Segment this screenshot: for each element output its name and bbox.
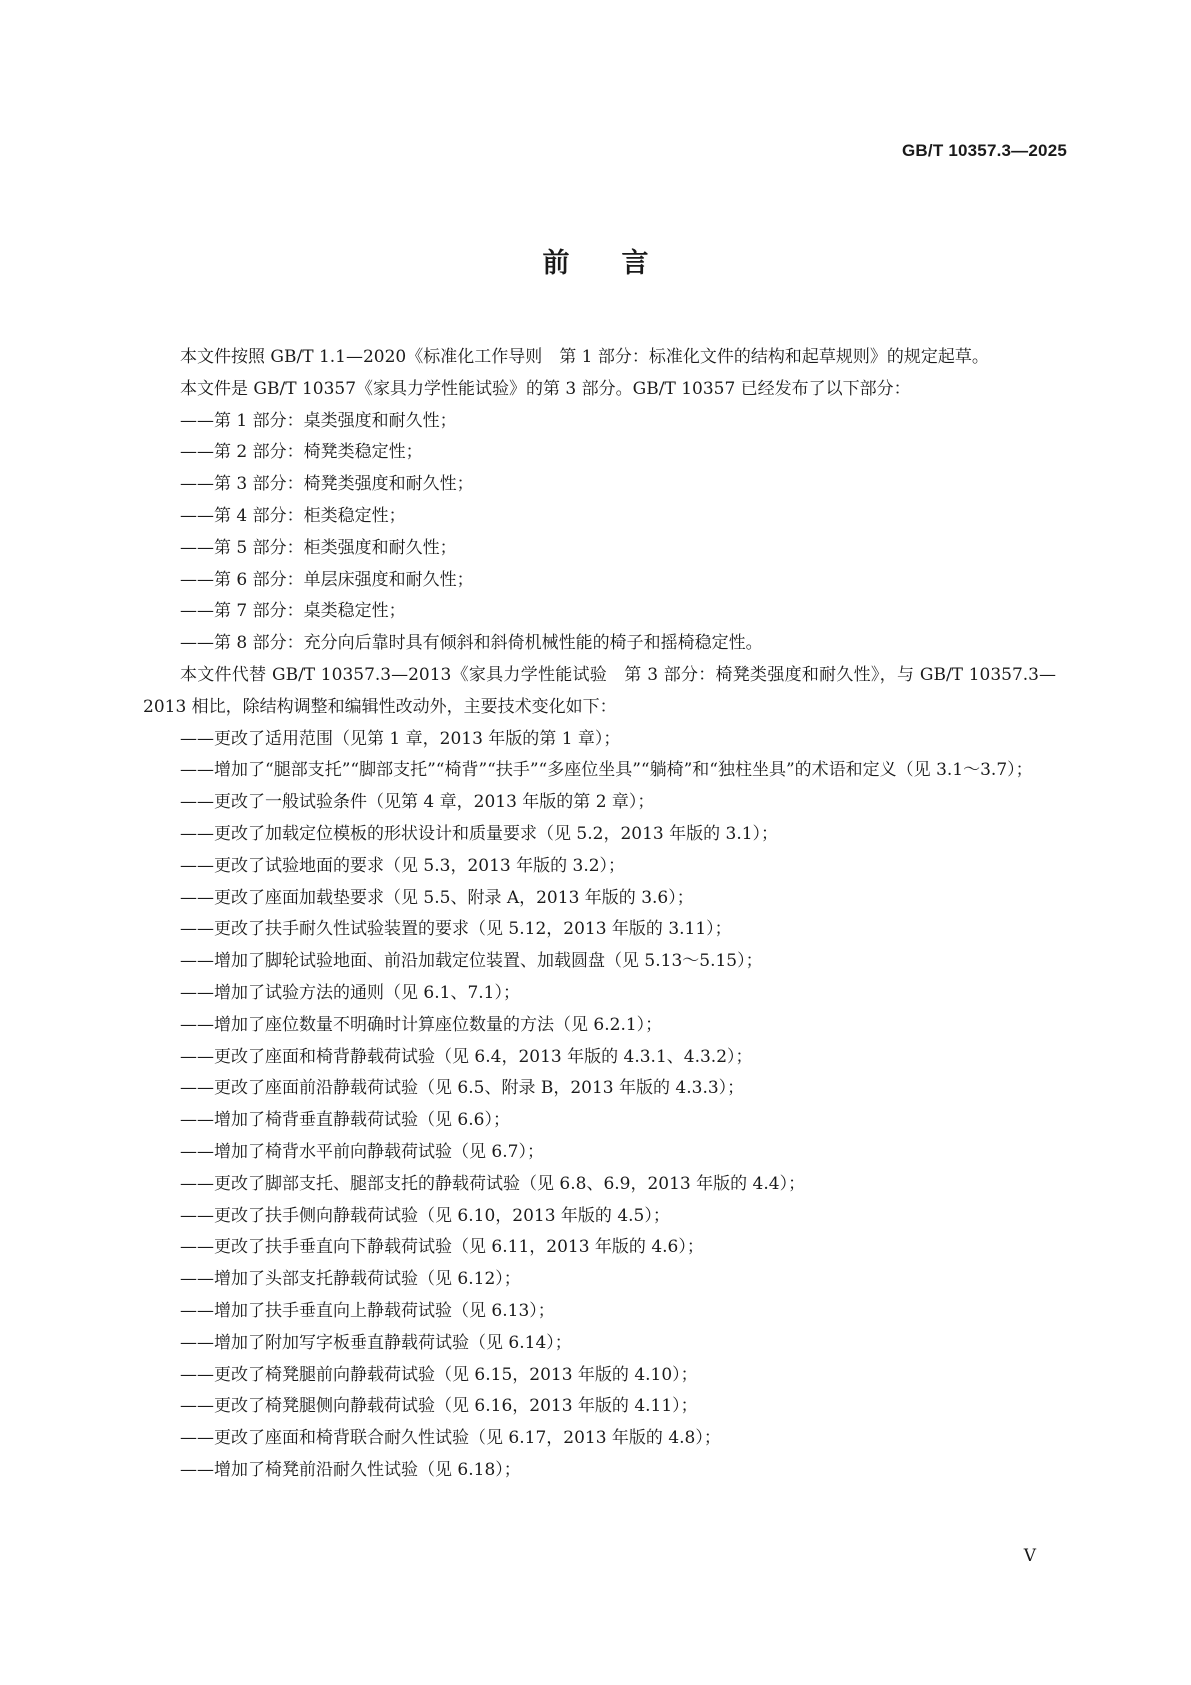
list-item: ——更改了座面加载垫要求（见 5.5、附录 A，2013 年版的 3.6）；: [180, 887, 694, 908]
list-item: ——更改了脚部支托、腿部支托的静载荷试验（见 6.8、6.9，2013 年版的 4.4）；: [180, 1173, 806, 1194]
list-item: ——更改了扶手侧向静载荷试验（见 6.10，2013 年版的 4.5）；: [180, 1205, 670, 1226]
paragraph-series-intro: 本文件是 GB/T 10357《家具力学性能试验》的第 3 部分。GB/T 10357 已经发布了以下部分：: [180, 378, 911, 399]
list-item: ——增加了椅背垂直静载荷试验（见 6.6）；: [180, 1110, 510, 1131]
list-item: ——增加了“腿部支托”“脚部支托”“椅背”“扶手”“多座位坐具”“躺椅”和“独柱坐具”的术语和定义（见 3.1～3.7）；: [180, 760, 1033, 781]
list-item: ——增加了座位数量不明确时计算座位数量的方法（见 6.2.1）；: [180, 1014, 663, 1035]
list-item: ——第 5 部分：柜类强度和耐久性；: [180, 537, 457, 558]
list-item: ——第 4 部分：柜类稳定性；: [180, 505, 406, 526]
list-item: ——更改了适用范围（见第 1 章，2013 年版的第 1 章）；: [180, 728, 621, 749]
list-item: ——更改了试验地面的要求（见 5.3，2013 年版的 3.2）；: [180, 855, 626, 876]
list-item: ——更改了座面和椅背联合耐久性试验（见 6.17，2013 年版的 4.8）；: [180, 1428, 721, 1449]
parts-list: [143, 406, 1056, 660]
list-item: ——第 3 部分：椅凳类强度和耐久性；: [180, 474, 474, 495]
list-item: ——第 2 部分：椅凳类稳定性；: [180, 442, 423, 463]
list-item: ——增加了附加写字板垂直静载荷试验（见 6.14）；: [180, 1332, 572, 1353]
list-item: ——第 6 部分：单层床强度和耐久性；: [180, 569, 474, 590]
list-item: ——第 8 部分：充分向后靠时具有倾斜和斜倚机械性能的椅子和摇椅稳定性。: [180, 633, 763, 654]
list-item: ——增加了椅背水平前向静载荷试验（见 6.7）；: [180, 1141, 544, 1162]
list-item: ——增加了头部支托静载荷试验（见 6.12）；: [180, 1269, 521, 1290]
page-title: 前言: [542, 248, 701, 279]
list-item: ——增加了试验方法的通则（见 6.1、7.1）；: [180, 982, 520, 1003]
list-item: ——第 1 部分：桌类强度和耐久性；: [180, 410, 457, 431]
list-item: ——增加了椅凳前沿耐久性试验（见 6.18）；: [180, 1459, 521, 1480]
list-item: ——增加了脚轮试验地面、前沿加载定位装置、加载圆盘（见 5.13～5.15）；: [180, 951, 763, 972]
standard-code: GB/T 10357.3—2025: [902, 141, 1067, 160]
list-item: ——更改了加载定位模板的形状设计和质量要求（见 5.2，2013 年版的 3.1）；: [180, 823, 779, 844]
list-item: ——更改了扶手耐久性试验装置的要求（见 5.12，2013 年版的 3.11）；: [180, 919, 732, 940]
list-item: ——增加了扶手垂直向上静载荷试验（见 6.13）；: [180, 1300, 555, 1321]
foreword-body: [143, 342, 1056, 1487]
page-number: V: [1023, 1546, 1036, 1566]
paragraph-replacement: 本文件代替 GB/T 10357.3—2013《家具力学性能试验 第 3 部分：椅凳类强度和耐久性》，与 GB/T 10357.3—2013 相比，除结构调整和编辑性改动外，主要技术变化如下：: [143, 664, 1056, 717]
list-item: ——更改了座面和椅背静载荷试验（见 6.4，2013 年版的 4.3.1、4.3.2）；: [180, 1046, 753, 1067]
list-item: ——更改了扶手垂直向下静载荷试验（见 6.11，2013 年版的 4.6）；: [180, 1237, 704, 1258]
list-item: ——第 7 部分：桌类稳定性；: [180, 601, 406, 622]
list-item: ——更改了一般试验条件（见第 4 章，2013 年版的第 2 章）；: [180, 792, 655, 813]
list-item: ——更改了椅凳腿侧向静载荷试验（见 6.16，2013 年版的 4.11）；: [180, 1396, 698, 1417]
changes-list: [143, 724, 1056, 1487]
list-item: ——更改了椅凳腿前向静载荷试验（见 6.15，2013 年版的 4.10）；: [180, 1364, 698, 1385]
paragraph-drafting-rules: 本文件按照 GB/T 1.1—2020《标准化工作导则 第 1 部分：标准化文件的结构和起草规则》的规定起草。: [180, 347, 989, 367]
list-item: ——更改了座面前沿静载荷试验（见 6.5、附录 B，2013 年版的 4.3.3）；: [180, 1078, 745, 1099]
